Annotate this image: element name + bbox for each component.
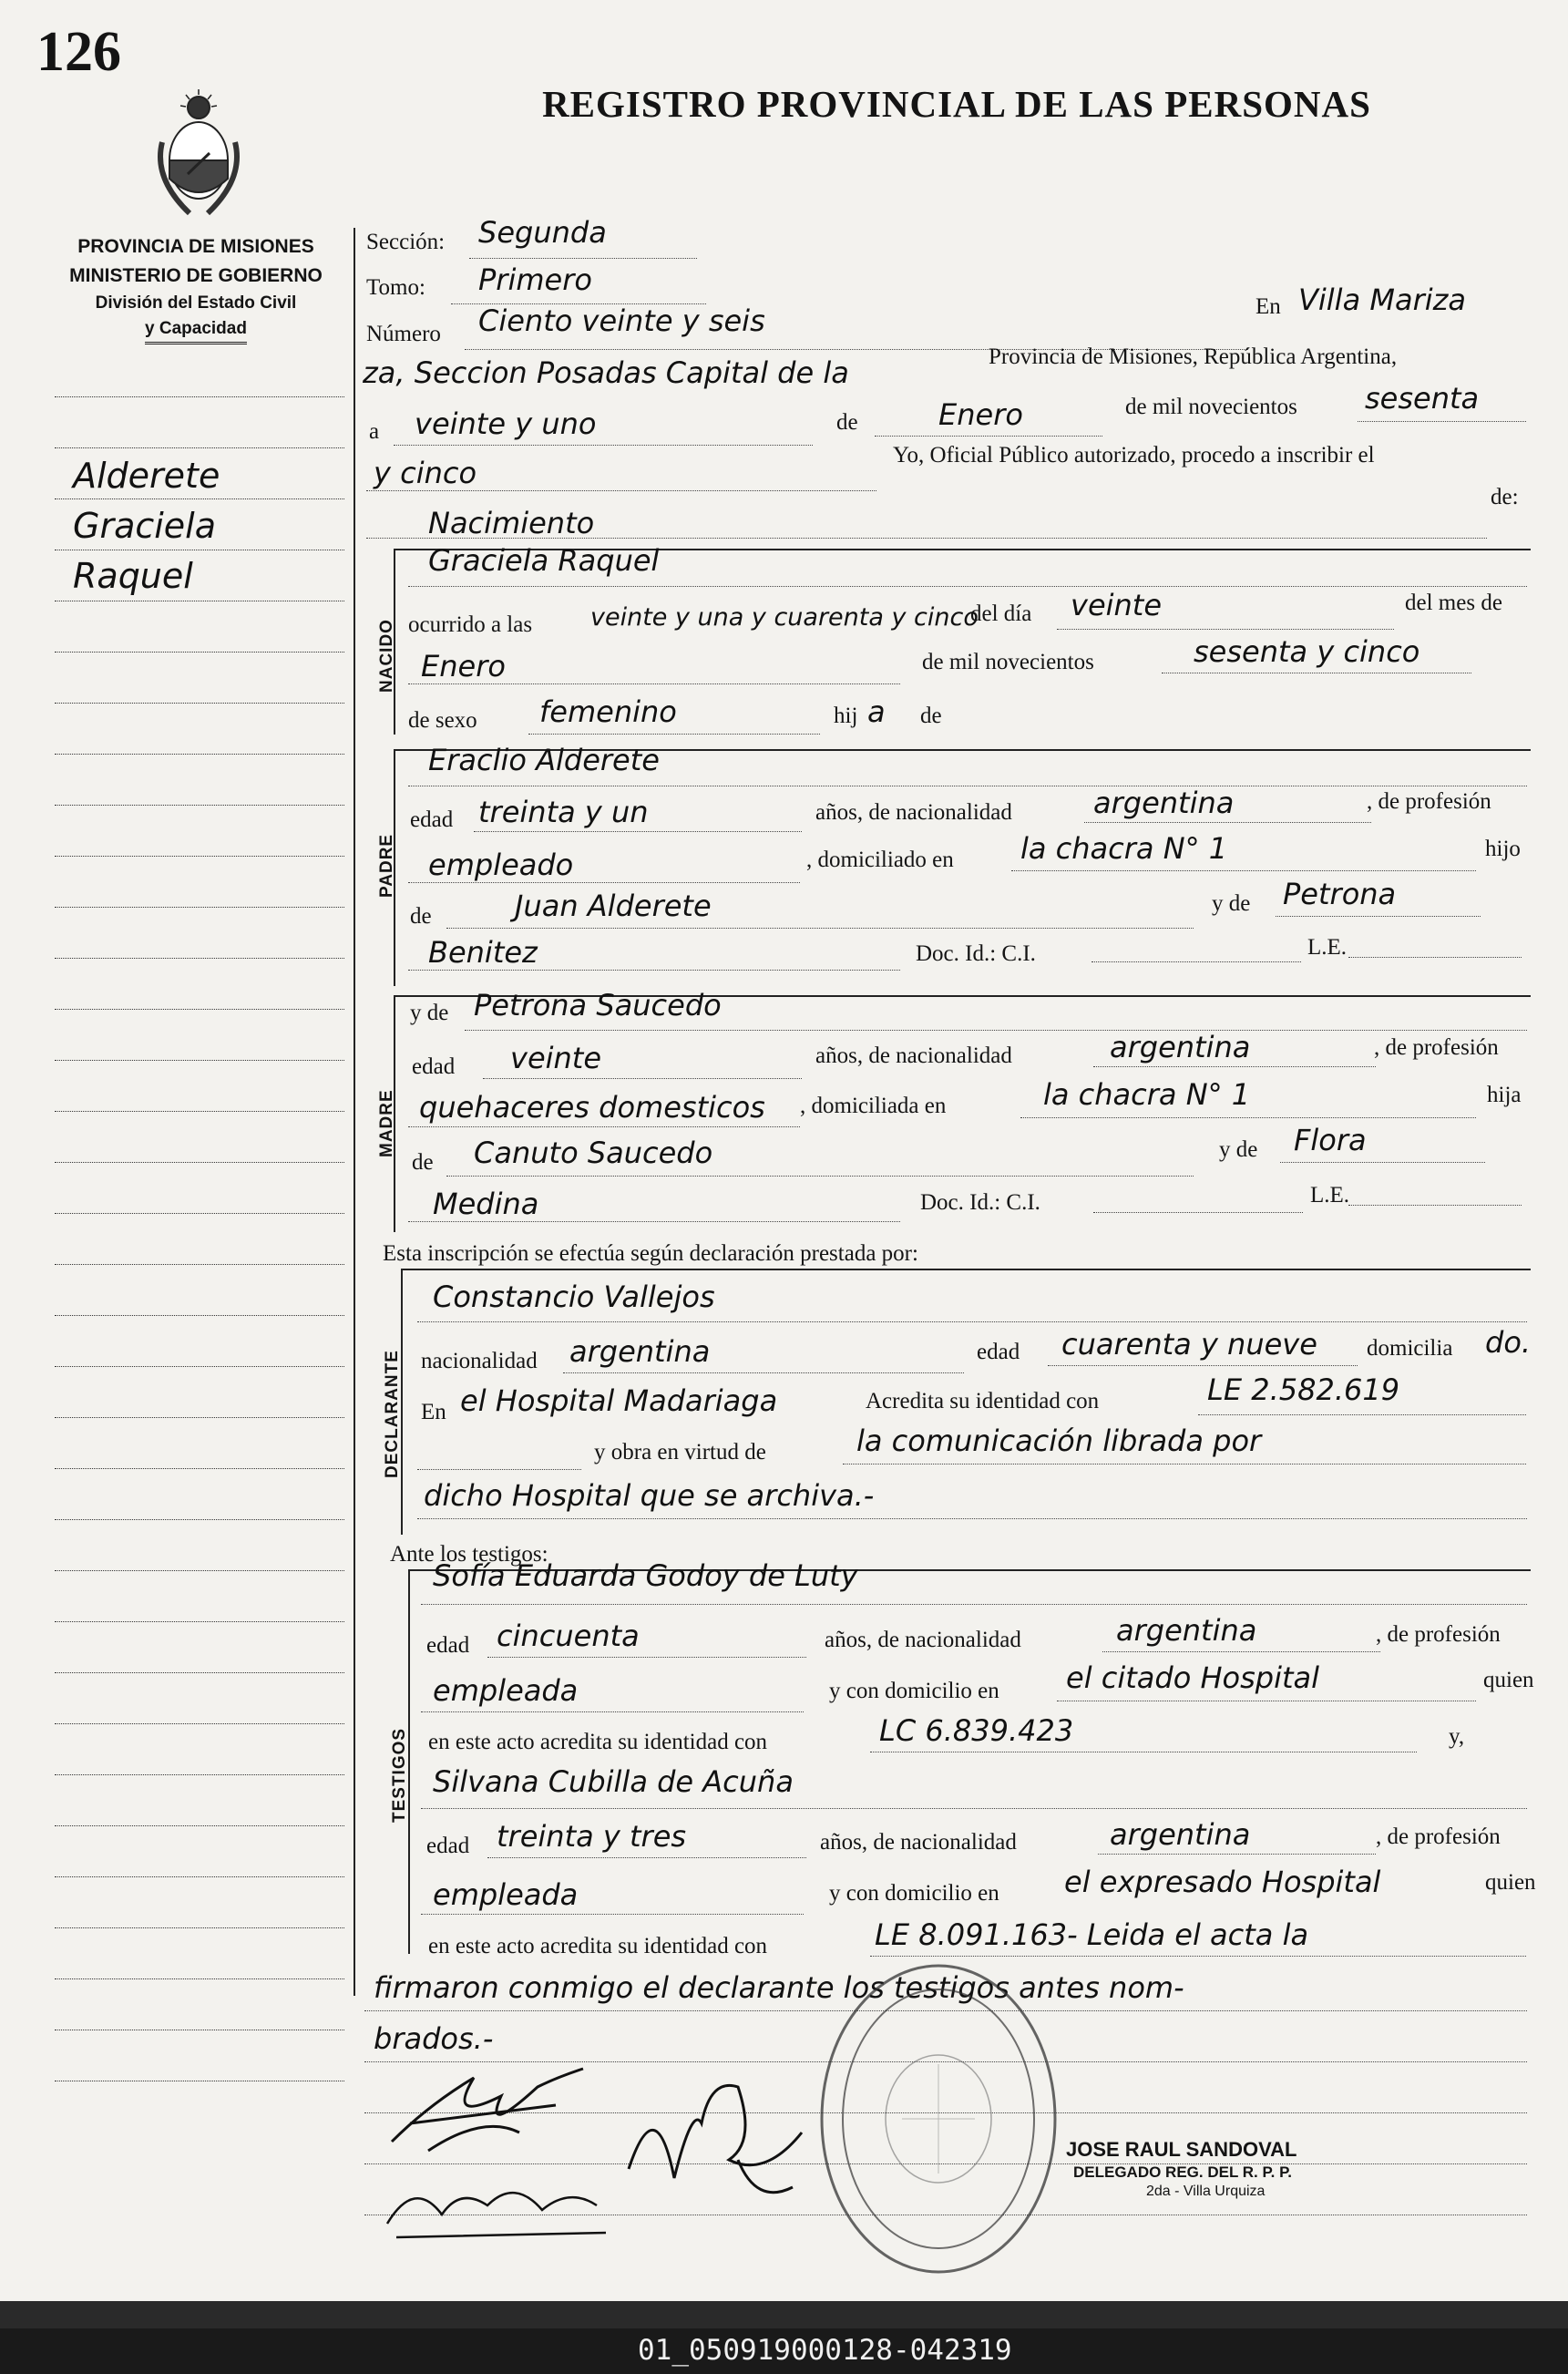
margin-ruled-line xyxy=(55,1162,344,1163)
declarante-nac-label: nacionalidad xyxy=(421,1349,538,1373)
declarante-virtud-value-cont: dicho Hospital que se archiva.- xyxy=(424,1478,875,1513)
dotted-line xyxy=(528,734,820,735)
t1-nac-value: argentina xyxy=(1116,1613,1257,1648)
margin-ruled-line xyxy=(55,1927,344,1928)
t2-edad-label: edad xyxy=(426,1834,470,1858)
anio-value: sesenta xyxy=(1365,381,1480,416)
padre-domiciliado-label: , domiciliado en xyxy=(806,848,954,872)
margin-ruled-line xyxy=(55,1672,344,1673)
madre-le-label: L.E. xyxy=(1310,1183,1350,1208)
dotted-line xyxy=(487,1857,806,1858)
numero-label: Número xyxy=(366,322,441,346)
padre-anos-label: años, de nacionalidad xyxy=(815,800,1012,825)
madre-domiciliada-label: , domiciliada en xyxy=(800,1094,947,1118)
dotted-line xyxy=(1198,1414,1526,1415)
t2-acredita-label: en este acto acredita su identidad con xyxy=(428,1934,768,1958)
tomo-value: Primero xyxy=(478,262,592,297)
dotted-line xyxy=(870,1956,1526,1957)
dotted-line xyxy=(421,1808,1527,1809)
numero-value: Ciento veinte y seis xyxy=(478,303,765,338)
dotted-line xyxy=(417,1321,1527,1322)
padre-de-label: de xyxy=(410,904,432,929)
t1-domicilio-label: y con domicilio en xyxy=(829,1679,999,1703)
margin-note-name2: Raquel xyxy=(73,556,193,596)
declarante-edad-label: edad xyxy=(977,1340,1020,1364)
margin-ruled-line xyxy=(55,396,344,397)
madre-label: MADRE xyxy=(377,1089,396,1157)
dotted-line xyxy=(408,970,900,971)
del-dia-label: del día xyxy=(970,601,1032,626)
t1-acredita-label: en este acto acredita su identidad con xyxy=(428,1730,768,1754)
padre-profesion-label: , de profesión xyxy=(1367,789,1491,814)
margin-ruled-line xyxy=(55,1111,344,1112)
ministry-line: MINISTERIO DE GOBIERNO xyxy=(69,265,323,286)
testigo2-nombre-value: Silvana Cubilla de Acuña xyxy=(433,1764,794,1799)
sexo-label: de sexo xyxy=(408,708,477,733)
nacido-label: NACIDO xyxy=(377,619,396,693)
dia-value: veinte y uno xyxy=(415,406,597,441)
madre-doc-label: Doc. Id.: C.I. xyxy=(920,1190,1040,1215)
dotted-line xyxy=(1102,1651,1380,1652)
nombre-value: Graciela Raquel xyxy=(428,543,660,578)
margin-ruled-line xyxy=(55,805,344,806)
madre-de-label: de xyxy=(412,1150,434,1175)
dotted-line xyxy=(408,586,1527,587)
padre-doc-label: Doc. Id.: C.I. xyxy=(916,941,1036,966)
margin-ruled-line xyxy=(55,1264,344,1265)
padre-nac-value: argentina xyxy=(1093,786,1235,820)
t1-quien-label: quien xyxy=(1483,1668,1534,1692)
padre-hijo-de-value: Juan Alderete xyxy=(515,889,712,923)
ante-testigos-label: Ante los testigos: xyxy=(390,1542,548,1567)
lugar-value: za, Seccion Posadas Capital de la xyxy=(363,355,849,390)
t2-domicilio-label: y con domicilio en xyxy=(829,1881,999,1906)
ocurrido-label: ocurrido a las xyxy=(408,612,533,637)
dotted-line xyxy=(1020,1117,1476,1118)
declarante-edad-value: cuarenta y nueve xyxy=(1061,1327,1317,1362)
yo-oficial-label: Yo, Oficial Público autorizado, procedo a inscribir el xyxy=(893,443,1375,468)
del-mes-label: del mes de xyxy=(1405,591,1502,615)
dotted-line xyxy=(417,1518,1527,1519)
dotted-line xyxy=(394,445,813,446)
madre-nombre-value: Petrona Saucedo xyxy=(474,988,722,1023)
declarante-acredita-label: Acredita su identidad con xyxy=(866,1389,1100,1413)
page-bottom-edge xyxy=(0,2301,1568,2328)
t1-edad-label: edad xyxy=(426,1633,470,1658)
dotted-line xyxy=(408,1126,800,1127)
closing-statement-cont: brados.- xyxy=(374,2021,494,2056)
province-line: PROVINCIA DE MISIONES xyxy=(77,236,314,257)
closing-statement: firmaron conmigo el declarante los testigos antes nom- xyxy=(374,1970,1184,2005)
capacity-line: y Capacidad xyxy=(145,316,247,344)
madre-y-de-value-cont: Medina xyxy=(433,1187,539,1221)
dotted-line xyxy=(417,1469,581,1470)
madre-anos-label: años, de nacionalidad xyxy=(815,1043,1012,1068)
margin-ruled-line xyxy=(55,856,344,857)
mes-nac-value: Enero xyxy=(421,649,506,683)
t2-nac-value: argentina xyxy=(1110,1817,1251,1852)
declarante-en-label: En xyxy=(421,1400,446,1424)
argentine-coat-of-arms-icon xyxy=(153,87,244,222)
margin-note-name1: Graciela xyxy=(73,506,217,546)
margin-ruled-line xyxy=(55,652,344,653)
dotted-line xyxy=(1093,1212,1303,1213)
page-number: 126 xyxy=(36,21,121,83)
dotted-line xyxy=(1011,870,1476,871)
margin-ruled-line xyxy=(55,447,344,448)
dotted-line xyxy=(469,258,697,259)
margin-ruled-line xyxy=(55,754,344,755)
declarante-domicilia-label: domicilia xyxy=(1367,1336,1453,1361)
dotted-line xyxy=(1348,1205,1522,1206)
division-line: División del Estado Civil xyxy=(95,293,297,313)
padre-prof-value: empleado xyxy=(428,848,574,882)
dotted-line xyxy=(1358,421,1526,422)
t1-prof-value: empleada xyxy=(433,1673,579,1708)
declarante-obra-label: y obra en virtud de xyxy=(594,1440,766,1464)
t1-doc-value: LC 6.839.423 xyxy=(879,1713,1074,1748)
margin-ruled-line xyxy=(55,1774,344,1775)
official-office: 2da - Villa Urquiza xyxy=(1146,2184,1266,2199)
t2-edad-value: treinta y tres xyxy=(497,1819,687,1854)
margin-ruled-line xyxy=(55,1315,344,1316)
witness-signature-icon xyxy=(378,2151,633,2251)
testigos-label: TESTIGOS xyxy=(390,1727,409,1823)
margin-divider xyxy=(354,228,355,1996)
issuing-authority xyxy=(41,232,351,344)
padre-y-de-value: Petrona xyxy=(1283,877,1397,911)
dotted-line xyxy=(446,1176,1194,1177)
dotted-line xyxy=(1084,822,1371,823)
t2-doc-value: LE 8.091.163- Leida el acta la xyxy=(875,1917,1309,1952)
dotted-line xyxy=(1091,961,1301,962)
declarante-nac-value: argentina xyxy=(569,1334,711,1369)
mes-value: Enero xyxy=(938,397,1023,432)
margin-note-surname: Alderete xyxy=(73,456,220,496)
dotted-line xyxy=(1093,1066,1376,1067)
dotted-line xyxy=(1057,629,1394,630)
madre-edad-label: edad xyxy=(412,1054,456,1079)
declarante-dom-value-cont: el Hospital Madariaga xyxy=(460,1383,778,1418)
official-signature-icon xyxy=(620,2069,829,2205)
tomo-label: Tomo: xyxy=(366,275,425,300)
hij-label: hij xyxy=(834,704,858,728)
dotted-line xyxy=(421,1711,804,1712)
margin-ruled-line xyxy=(55,958,344,959)
mil-nov-nac-label: de mil novecientos xyxy=(922,650,1094,674)
madre-edad-value: veinte xyxy=(510,1041,602,1075)
official-stamp-icon xyxy=(815,1959,1061,2278)
t2-profesion-label: , de profesión xyxy=(1376,1824,1501,1849)
anio-nac-value: sesenta y cinco xyxy=(1194,634,1420,669)
declarante-nombre-value: Constancio Vallejos xyxy=(433,1279,715,1314)
padre-le-label: L.E. xyxy=(1307,935,1348,960)
margin-ruled-line xyxy=(55,1468,344,1469)
margin-ruled-line xyxy=(55,1978,344,1979)
declarante-doc-value: LE 2.582.619 xyxy=(1207,1372,1400,1407)
scan-footer xyxy=(0,2328,1568,2374)
margin-ruled-line xyxy=(55,1825,344,1826)
madre-prof-value: quehaceres domesticos xyxy=(419,1090,765,1125)
madre-hija-de-value: Canuto Saucedo xyxy=(474,1136,713,1170)
scan-id: 01_050919000128-042319 xyxy=(638,2334,1012,2367)
official-name: JOSE RAUL SANDOVAL xyxy=(1066,2138,1297,2161)
padre-edad-value: treinta y un xyxy=(478,795,649,829)
hij-suffix: a xyxy=(867,694,886,729)
margin-ruled-line xyxy=(55,1213,344,1214)
margin-ruled-line xyxy=(55,1009,344,1010)
t2-anos-label: años, de nacionalidad xyxy=(820,1830,1017,1855)
dotted-line xyxy=(366,490,876,491)
margin-ruled-line xyxy=(55,1621,344,1622)
margin-ruled-line xyxy=(55,1876,344,1877)
hora-value: veinte y una y cuarenta y cinco xyxy=(590,603,979,632)
margin-ruled-line xyxy=(55,1417,344,1418)
madre-nac-value: argentina xyxy=(1110,1030,1251,1064)
dotted-line xyxy=(421,1914,804,1915)
margin-ruled-line xyxy=(55,1519,344,1520)
official-title: DELEGADO REG. DEL R. P. P. xyxy=(1073,2163,1292,2181)
t2-quien-label: quien xyxy=(1485,1870,1536,1895)
madre-hija-label: hija xyxy=(1487,1083,1522,1107)
dotted-line xyxy=(366,538,1487,539)
padre-edad-label: edad xyxy=(410,807,454,832)
padre-label: PADRE xyxy=(377,833,396,898)
t1-profesion-label: , de profesión xyxy=(1376,1622,1501,1647)
dia-nac-value: veinte xyxy=(1071,588,1163,622)
madre-dom-value: la chacra N° 1 xyxy=(1043,1077,1251,1112)
t1-edad-value: cincuenta xyxy=(497,1619,640,1653)
anio-value-cont: y cinco xyxy=(374,456,477,490)
document-title: REGISTRO PROVINCIAL DE LAS PERSONAS xyxy=(542,83,1371,125)
t1-anos-label: años, de nacionalidad xyxy=(825,1628,1021,1652)
padre-dom-value: la chacra N° 1 xyxy=(1020,831,1228,866)
margin-ruled-line xyxy=(55,1060,344,1061)
madre-y-de-intro-label: y de xyxy=(410,1001,449,1025)
margin-ruled-line xyxy=(55,498,344,499)
madre-y-de-value: Flora xyxy=(1294,1123,1367,1157)
madre-y-de-label: y de xyxy=(1219,1137,1258,1162)
dotted-line xyxy=(875,436,1102,437)
t1-dom-value: el citado Hospital xyxy=(1066,1660,1320,1695)
padre-y-de-label: y de xyxy=(1212,891,1251,916)
dotted-line xyxy=(1098,1854,1376,1855)
dotted-line xyxy=(487,1657,806,1658)
de-label: de xyxy=(920,704,942,728)
padre-nombre-value: Eraclio Alderete xyxy=(428,743,660,777)
margin-ruled-line xyxy=(55,1723,344,1724)
t2-dom-value: el expresado Hospital xyxy=(1064,1865,1381,1899)
dotted-line xyxy=(1280,1162,1485,1163)
dotted-line xyxy=(446,928,1194,929)
dotted-line xyxy=(408,683,900,684)
dotted-line xyxy=(483,1078,802,1079)
padre-y-de-value-cont: Benitez xyxy=(428,935,538,970)
dotted-line xyxy=(1348,957,1522,958)
margin-ruled-line xyxy=(55,907,344,908)
testigo1-nombre-value: Sofía Eduarda Godoy de Luty xyxy=(433,1558,858,1593)
seccion-label: Sección: xyxy=(366,230,446,254)
padre-hijo-label: hijo xyxy=(1485,837,1521,861)
declarante-dom-value: do. xyxy=(1485,1325,1532,1360)
esta-inscripcion-label: Esta inscripción se efectúa según declaración prestada por: xyxy=(383,1241,918,1266)
dotted-line xyxy=(1276,916,1481,917)
provincia-label: Provincia de Misiones, República Argentina, xyxy=(989,344,1398,369)
dotted-line xyxy=(1048,1365,1358,1366)
dotted-line xyxy=(408,1221,900,1222)
margin-ruled-line xyxy=(55,1366,344,1367)
a-label: a xyxy=(369,419,380,444)
t1-y-label: y, xyxy=(1449,1724,1465,1749)
seccion-value: Segunda xyxy=(478,215,607,250)
sexo-value: femenino xyxy=(539,694,677,729)
dotted-line xyxy=(408,882,800,883)
tipo-value: Nacimiento xyxy=(428,506,595,540)
declarante-label: DECLARANTE xyxy=(383,1350,402,1478)
margin-ruled-line xyxy=(55,703,344,704)
margin-ruled-line xyxy=(55,1570,344,1571)
de-colon-label: de: xyxy=(1491,485,1519,509)
dotted-line xyxy=(421,1604,1527,1605)
en-label: En xyxy=(1255,294,1281,319)
t2-prof-value: empleada xyxy=(433,1877,579,1912)
de-label: de xyxy=(836,410,858,435)
mil-novecientos-label: de mil novecientos xyxy=(1125,395,1297,419)
declarante-virtud-value: la comunicación librada por xyxy=(856,1423,1262,1458)
dotted-line xyxy=(474,831,802,832)
dotted-line xyxy=(465,1030,1527,1031)
madre-profesion-label: , de profesión xyxy=(1374,1035,1499,1060)
dotted-line xyxy=(563,1372,964,1373)
en-value: Villa Mariza xyxy=(1298,283,1467,317)
